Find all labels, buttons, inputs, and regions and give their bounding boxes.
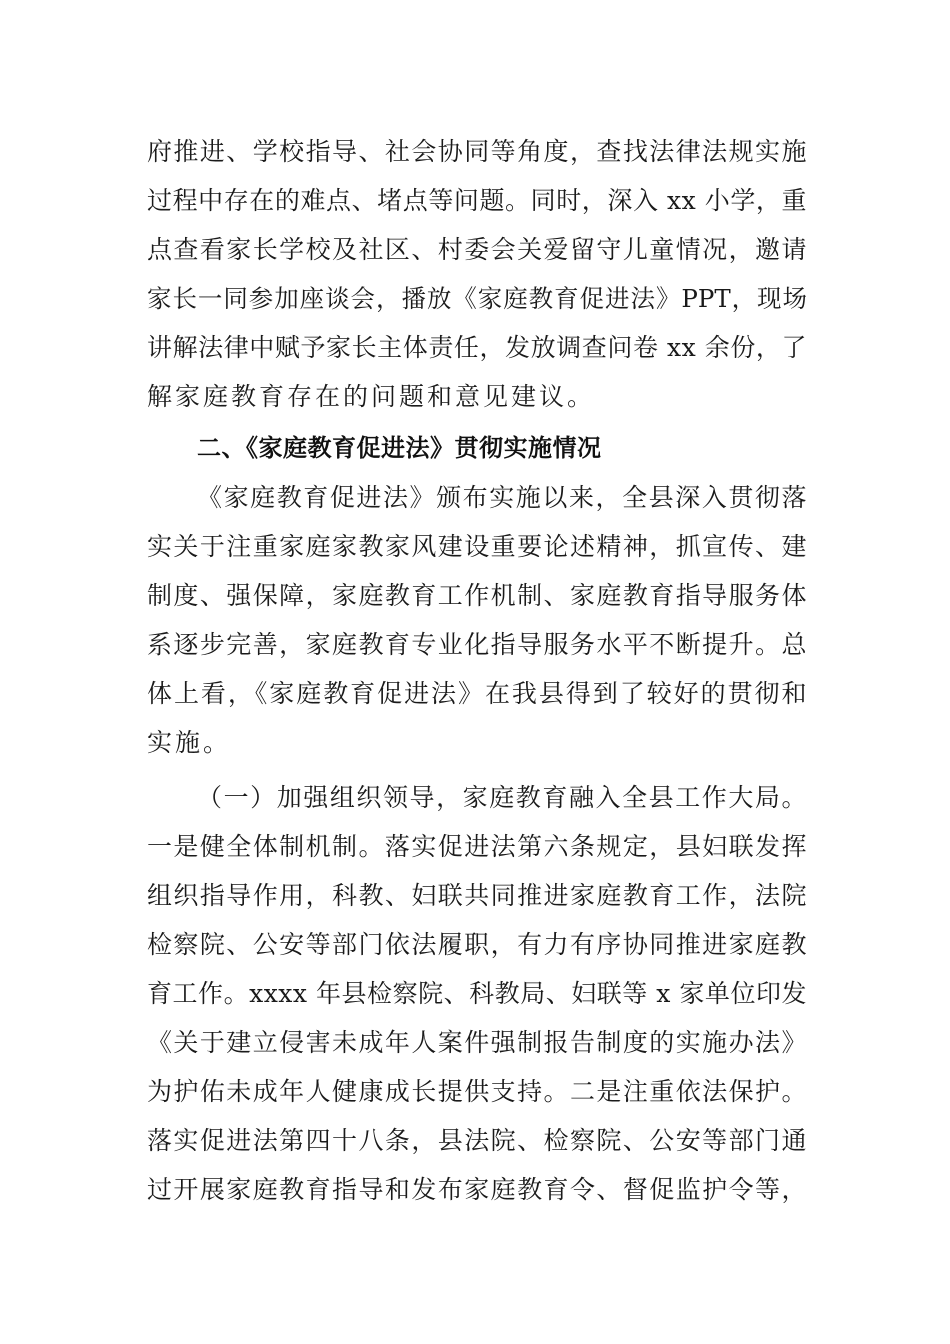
paragraph-line: 家长一同参加座谈会，播放《家庭教育促进法》PPT，现场 [147, 284, 807, 313]
paragraph-line: 解家庭教育存在的问题和意见建议。 [147, 382, 596, 411]
paragraph-line: 实关于注重家庭家教家风建设重要论述精神，抓宣传、建 [147, 532, 807, 561]
paragraph-line: 过程中存在的难点、堵点等问题。同时，深入 xx 小学，重 [147, 186, 807, 215]
paragraph-line: 过开展家庭教育指导和发布家庭教育令、督促监护令等， [147, 1175, 807, 1204]
paragraph-line: 为护佑未成年人健康成长提供支持。二是注重依法保护。 [147, 1077, 807, 1106]
paragraph-line: 系逐步完善，家庭教育专业化指导服务水平不断提升。总 [147, 630, 807, 659]
paragraph-line: 《关于建立侵害未成年人案件强制报告制度的实施办法》 [147, 1028, 807, 1057]
paragraph-line: 点查看家长学校及社区、村委会关爱留守儿童情况，邀请 [147, 235, 807, 264]
paragraph-line: 一是健全体制机制。落实促进法第六条规定，县妇联发挥 [147, 832, 807, 861]
paragraph-line: 《家庭教育促进法》颁布实施以来，全县深入贯彻落 [197, 483, 807, 512]
paragraph-line: 实施。 [147, 728, 232, 757]
section-heading: 二、《家庭教育促进法》贯彻实施情况 [197, 434, 602, 462]
paragraph-line: 落实促进法第四十八条，县法院、检察院、公安等部门通 [147, 1126, 807, 1155]
paragraph-line: 体上看，《家庭教育促进法》在我县得到了较好的贯彻和 [147, 679, 807, 708]
paragraph-line: 讲解法律中赋予家长主体责任，发放调查问卷 xx 余份，了 [147, 333, 807, 362]
paragraph-line: 制度、强保障，家庭教育工作机制、家庭教育指导服务体 [147, 581, 807, 610]
paragraph-line: 府推进、学校指导、社会协同等角度，查找法律法规实施 [147, 137, 807, 166]
paragraph-line: 组织指导作用，科教、妇联共同推进家庭教育工作，法院 [147, 881, 807, 910]
subsection-heading-line: （一）加强组织领导，家庭教育融入全县工作大局。 [197, 783, 807, 812]
paragraph-line: 检察院、公安等部门依法履职，有力有序协同推进家庭教 [147, 930, 807, 959]
paragraph-line: 育工作。xxxx 年县检察院、科教局、妇联等 x 家单位印发 [147, 979, 807, 1008]
